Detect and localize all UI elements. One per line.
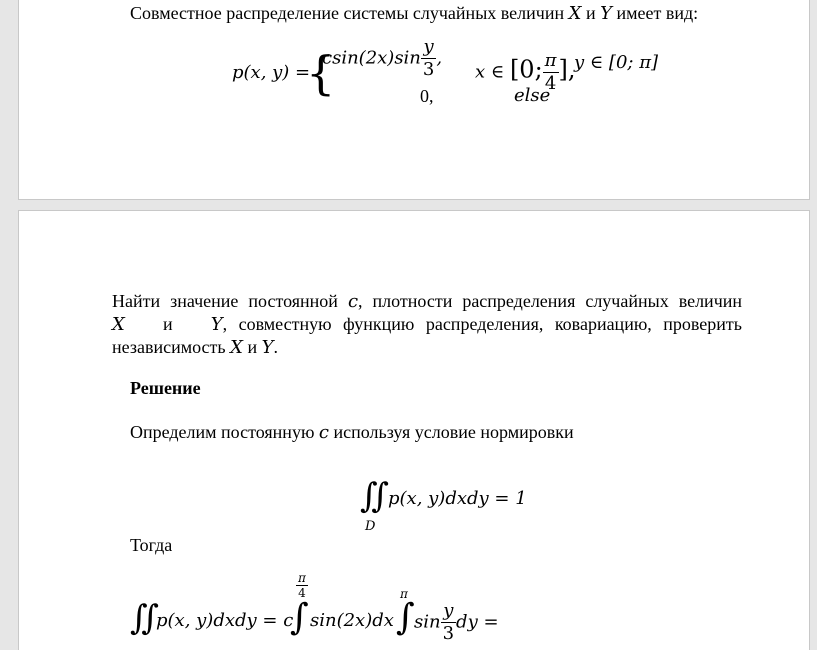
then-text: Тогда: [130, 535, 173, 555]
frac-den: 3: [442, 623, 455, 644]
curly-brace: {: [306, 46, 336, 100]
intro-line: [130, 2, 698, 25]
task-paragraph: [112, 290, 742, 359]
period: .: [273, 337, 278, 357]
fraction-y-over-3: [421, 38, 436, 79]
limit-den: 4: [298, 586, 306, 600]
cond-x-label: x ∈: [475, 61, 505, 83]
frac-den: 3: [422, 59, 435, 80]
formula-lhs: p(x, y) =: [232, 62, 311, 83]
pi-den: 4: [544, 73, 557, 94]
case1-expression: [322, 38, 442, 79]
int1-upper-limit: [296, 572, 308, 599]
pi-num: π: [544, 50, 557, 71]
case2-condition: else: [514, 85, 551, 106]
normalization-text: [130, 421, 574, 444]
const-c: c: [318, 422, 329, 443]
var-y: Y: [600, 3, 612, 24]
task-text-4: независимость: [112, 337, 231, 357]
int2-sin: sin: [414, 611, 441, 633]
task-line-2: [112, 313, 742, 336]
var-y: Y: [210, 314, 223, 335]
double-integral-sign: ∬: [360, 476, 389, 516]
int2-body: [414, 602, 499, 643]
frac-num: y: [441, 602, 456, 623]
var-y: Y: [261, 337, 274, 358]
case1-expr-left: csin(2x)sin: [322, 47, 421, 69]
intro-text: Совместное распределение системы случайных величин: [130, 3, 569, 23]
task-text-2: , плотности распределения случайных величин: [358, 291, 743, 311]
const-c: c: [347, 291, 359, 312]
int1-body: sin(2x)dx: [310, 610, 394, 631]
limit-num: π: [298, 571, 306, 585]
bracket-close: ],: [558, 55, 576, 84]
integration-domain: D: [365, 519, 376, 534]
bracket-open: [0;: [509, 55, 543, 84]
var-x: X: [568, 3, 582, 24]
and-word: и: [242, 337, 262, 357]
integral-sign-1: ∫: [290, 597, 309, 638]
page-1: [18, 0, 810, 200]
var-x: X: [230, 337, 243, 358]
pi-over-4-limit: [296, 572, 308, 599]
task-text-3: , совместную функцию распределения, ковариацию, проверить: [222, 314, 742, 334]
integral-sign-2: ∫: [396, 597, 415, 638]
expansion-lhs: p(x, y)dxdy = c: [156, 610, 294, 631]
case1-comma: ,: [436, 47, 443, 69]
intro-text-end: имеет вид:: [611, 3, 699, 23]
double-integral-sign: ∬: [130, 598, 159, 638]
norm-text-b: используя условие нормировки: [328, 422, 574, 442]
norm-text-a: Определим постоянную: [130, 422, 319, 442]
fraction-y-over-3: [441, 602, 456, 643]
case1-condition-y: y ∈ [0; π]: [574, 52, 659, 73]
solution-heading: Решение: [130, 378, 201, 398]
task-line-2-rest: [211, 313, 742, 336]
and-word: и: [162, 314, 173, 334]
int2-tail: dy =: [456, 611, 499, 633]
frac-num: y: [421, 38, 436, 59]
normalization-expression: p(x, y)dxdy = 1: [388, 488, 527, 509]
task-line-1: [112, 290, 742, 313]
task-line-3: [112, 336, 742, 359]
intro-and: и: [581, 3, 601, 23]
var-x: X: [112, 314, 125, 335]
case2-value: 0,: [420, 86, 434, 106]
task-text: Найти значение постоянной: [112, 291, 348, 311]
int2-upper-limit: π: [400, 587, 408, 601]
